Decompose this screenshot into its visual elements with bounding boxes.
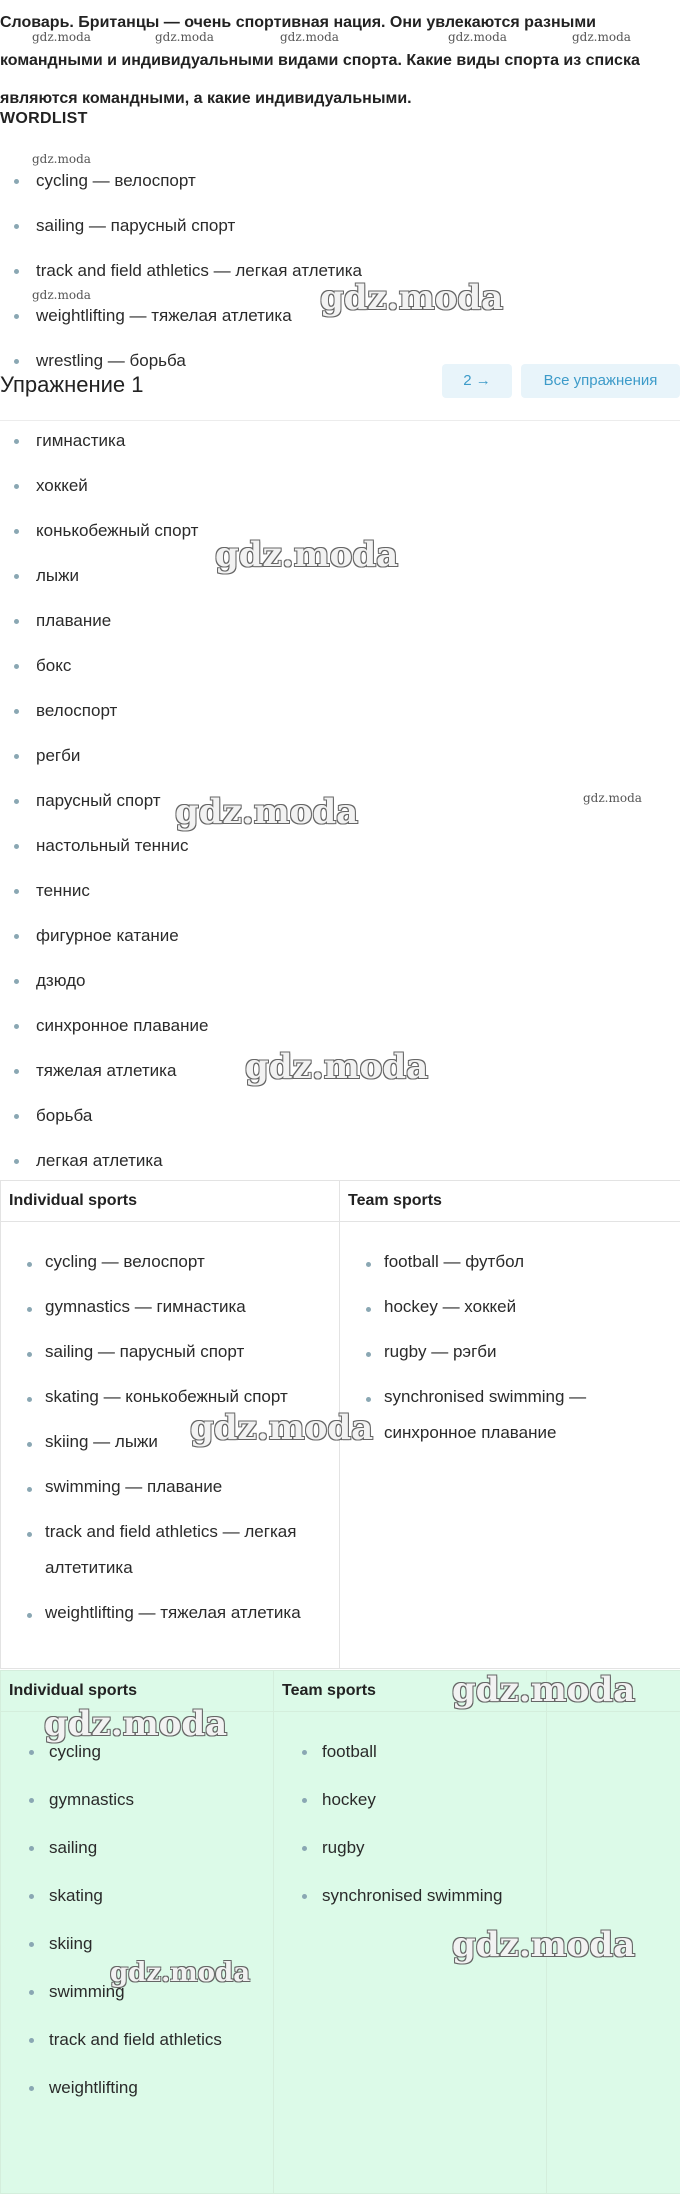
list-item: теннис <box>0 868 208 913</box>
watermark: gdz.moda <box>245 1047 429 1087</box>
list-item: парусный спорт <box>0 778 208 823</box>
list-item: плавание <box>0 598 208 643</box>
list-item: skiing — лыжи <box>1 1420 339 1465</box>
list-item: гимнастика <box>0 418 208 463</box>
watermark: gdz.moda <box>32 152 91 166</box>
list-item: swimming <box>1 1968 273 2016</box>
watermark: gdz.moda <box>572 30 631 44</box>
team-sports-cell <box>340 1222 680 1669</box>
column-header-individual: Individual sports <box>1 1671 274 1712</box>
watermark: gdz.moda <box>155 30 214 44</box>
list-item: skating — конькобежный спорт <box>1 1375 339 1420</box>
list-item: cycling <box>1 1728 273 1776</box>
watermark: gdz.moda <box>32 288 91 302</box>
list-item: football — футбол <box>340 1240 680 1285</box>
list-item: skiing <box>1 1920 273 1968</box>
watermark: gdz.moda <box>452 1670 636 1710</box>
list-item: synchronised swimming <box>274 1872 546 1920</box>
watermark: gdz.moda <box>110 1958 251 1988</box>
list-item: weightlifting — тяжелая атлетика <box>0 293 362 338</box>
list-item: skating <box>1 1872 273 1920</box>
list-item: rugby <box>274 1824 546 1872</box>
watermark: gdz.moda <box>44 1704 228 1744</box>
watermark: gdz.moda <box>583 791 642 805</box>
list-item: gymnastics <box>1 1776 273 1824</box>
wordlist-title: WORDLIST <box>0 110 88 127</box>
watermark: gdz.moda <box>320 278 504 318</box>
list-item: регби <box>0 733 208 778</box>
watermark: gdz.moda <box>448 30 507 44</box>
list-item: синхронное плавание <box>0 1003 208 1048</box>
list-item: wrestling — борьба <box>0 338 362 383</box>
list-item: фигурное катание <box>0 913 208 958</box>
watermark: gdz.moda <box>280 30 339 44</box>
list-item: sailing — парусный спорт <box>0 203 362 248</box>
list-item: hockey — хоккей <box>340 1285 680 1330</box>
list-item: gymnastics — гимнастика <box>1 1285 339 1330</box>
list-item: борьба <box>0 1093 208 1138</box>
watermark: gdz.moda <box>190 1408 374 1448</box>
list-item: hockey <box>274 1776 546 1824</box>
list-item: sailing <box>1 1824 273 1872</box>
list-item: хоккей <box>0 463 208 508</box>
column-header-team: Team sports <box>274 1671 547 1712</box>
watermark: gdz.moda <box>175 792 359 832</box>
list-item: track and field athletics <box>1 2016 273 2064</box>
list-item: лыжи <box>0 553 208 598</box>
list-item: тяжелая атлетика <box>0 1048 208 1093</box>
list-item: бокс <box>0 643 208 688</box>
column-header-individual: Individual sports <box>1 1181 340 1222</box>
individual-sports-cell <box>1 1712 274 2194</box>
list-item: конькобежный спорт <box>0 508 208 553</box>
wordlist <box>0 158 362 383</box>
list-item: weightlifting — тяжелая атлетика <box>1 1591 339 1636</box>
list-item: weightlifting <box>1 2064 273 2112</box>
exercise-header <box>0 360 680 421</box>
list-item: дзюдо <box>0 958 208 1003</box>
intro-text: Словарь. Британцы — очень спортивная нация. Они увлекаются разными командными и индивидуальными видами спорта. Какие виды спорта из списка являются командными, а какие индивидуальными. <box>0 14 640 107</box>
list-item: swimming — плавание <box>1 1465 339 1510</box>
list-item: cycling — велоспорт <box>0 158 362 203</box>
list-item: легкая атлетика <box>0 1138 208 1183</box>
list-item: велоспорт <box>0 688 208 733</box>
list-item: настольный теннис <box>0 823 208 868</box>
watermark: gdz.moda <box>215 535 399 575</box>
list-item: track and field athletics — легкая атлетика <box>0 248 362 293</box>
list-item: rugby — рэгби <box>340 1330 680 1375</box>
list-item: sailing — парусный спорт <box>1 1330 339 1375</box>
watermark: gdz.moda <box>32 30 91 44</box>
exercise-title: Упражнение 1 <box>0 372 144 397</box>
list-item: football <box>274 1728 546 1776</box>
list-item: track and field athletics — легкая алтетитика <box>1 1510 339 1591</box>
list-item: cycling — велоспорт <box>1 1240 339 1285</box>
all-exercises-button[interactable]: Все упражнения <box>521 364 680 398</box>
next-exercise-button[interactable]: 2 → <box>442 364 512 398</box>
column-header-team: Team sports <box>340 1181 680 1222</box>
watermark: gdz.moda <box>452 1925 636 1965</box>
list-item: synchronised swimming — синхронное плавание <box>340 1375 680 1456</box>
